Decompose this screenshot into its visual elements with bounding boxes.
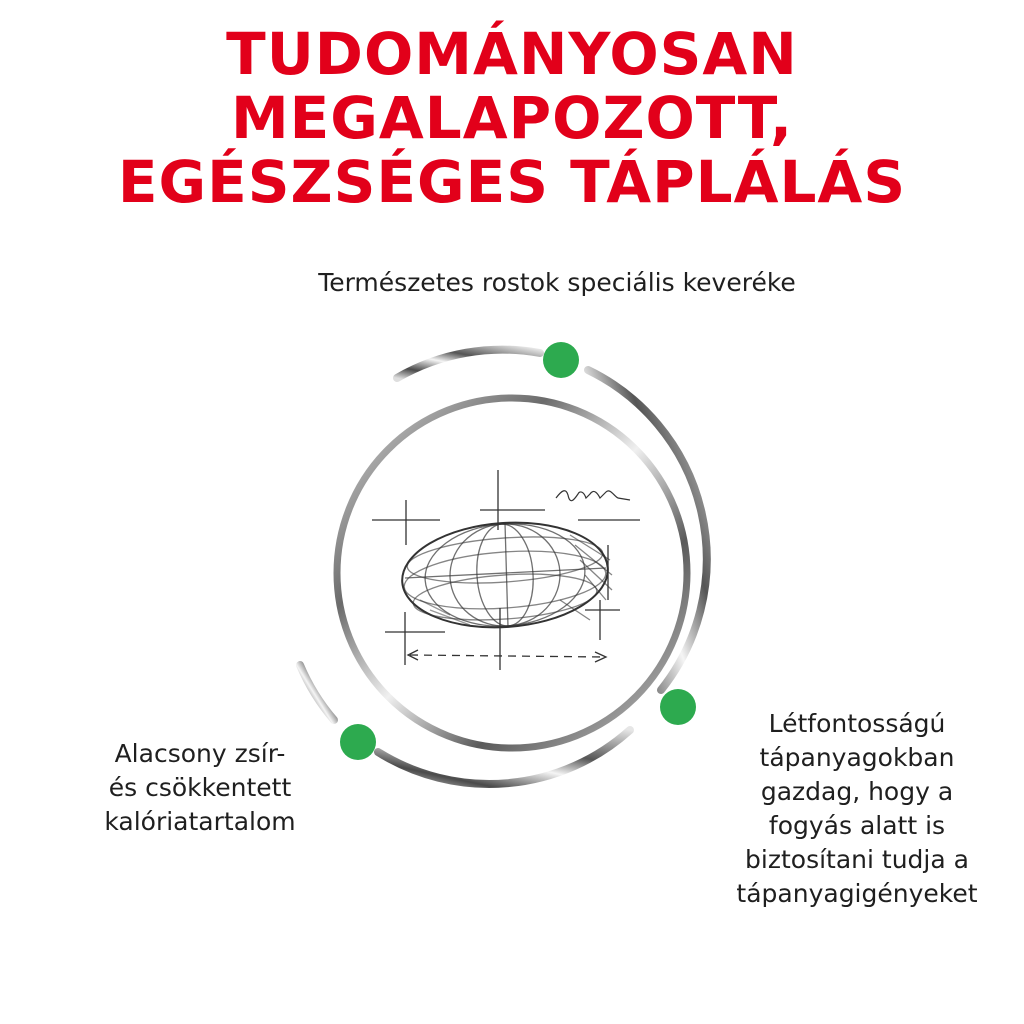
- benefit-right-line-2: tápanyagokban: [759, 743, 955, 772]
- benefit-top-line-1: Természetes rostok speciális keveréke: [318, 268, 796, 297]
- outer-ring-arc-left: [300, 665, 334, 720]
- benefit-right-line-1: Létfontosságú: [768, 709, 946, 738]
- green-dot-icon-right: [660, 689, 696, 725]
- benefit-right-line-4: fogyás alatt is: [768, 811, 946, 840]
- outer-ring-arc-top: [397, 350, 540, 378]
- benefit-right-line-3: gazdag, hogy a: [760, 777, 954, 806]
- outer-ring-arc-right: [588, 370, 707, 690]
- benefit-nutrient-rich: [722, 707, 992, 911]
- benefit-low-fat: [60, 737, 340, 839]
- benefit-left-line-2: és csökkentett: [108, 773, 292, 802]
- outer-ring-arc-bottom: [378, 730, 630, 784]
- benefit-right-line-5: biztosítani tudja a: [745, 845, 969, 874]
- benefit-left-line-3: kalóriatartalom: [104, 807, 296, 836]
- benefit-left-line-1: Alacsony zsír-: [114, 739, 286, 768]
- headline-line-1: TUDOMÁNYOSAN MEGALAPOZOTT,: [226, 20, 798, 152]
- green-dot-icon-top: [543, 342, 579, 378]
- benefit-fiber-blend: [262, 266, 852, 300]
- headline-line-2: EGÉSZSÉGES TÁPLÁLÁS: [117, 148, 907, 216]
- benefit-right-line-6: tápanyagigényeket: [736, 879, 978, 908]
- kibble-sketch-icon: [372, 470, 640, 670]
- green-dot-icon-left: [340, 724, 376, 760]
- outer-ring: [300, 350, 707, 784]
